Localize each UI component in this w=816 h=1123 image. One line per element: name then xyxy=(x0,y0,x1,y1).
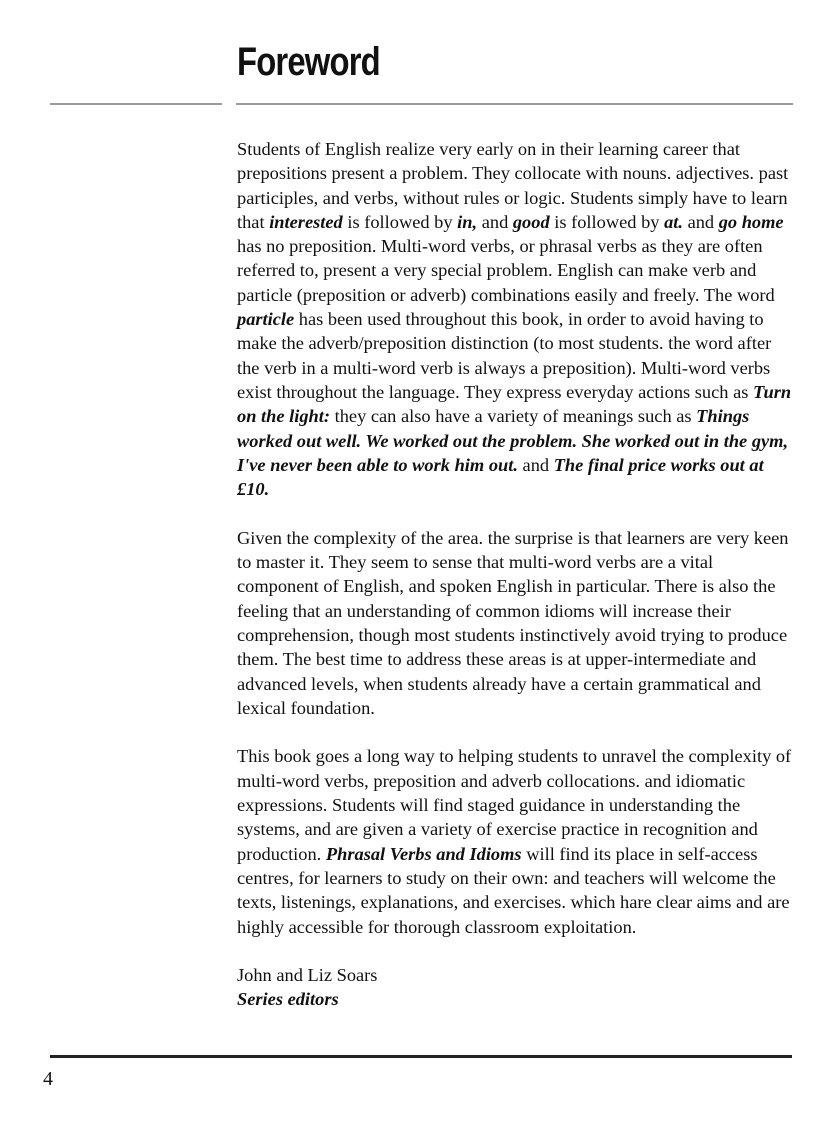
emphasis-text: Things worked out well. We worked out the problem. She worked out in the gym, I've never been able to work him out. xyxy=(237,406,789,475)
body-text-run: and xyxy=(682,211,719,232)
page-title: Foreword xyxy=(237,40,380,84)
body-text-run: Given the complexity of the area. the surprise is that learners are very keen to master it. They seem to sense that multi-word verbs are a vital component of English, and spoken English in particular. There is also the feeling that an understanding of common idioms will increase their comprehension, though most students instinctively avoid trying to produce them. The best time to address these areas is at upper-intermediate and advanced levels, when students already have a certain grammatical and lexical foundation. xyxy=(237,527,789,718)
emphasis-text: at. xyxy=(664,211,683,232)
body-text-run: is followed by xyxy=(342,211,458,232)
emphasis-text: Turn on the light: xyxy=(237,381,792,427)
emphasis-text: particle xyxy=(237,309,295,330)
header-rule-left xyxy=(50,103,222,105)
body-text-run: and xyxy=(517,454,554,475)
body-text-run: has no preposition. Multi-word verbs, or phrasal verbs as they are often referred to, present a very special problem. English can make verb and particle (preposition or adverb) combinations easily and freely. The word xyxy=(237,236,775,305)
body-text-run: has been used throughout this book, in order to avoid having to make the adverb/preposition distinction (to most students. the word after the verb in a multi-word verb is always a preposition). Multi-word verbs exist throughout the language. They express everyday actions such as xyxy=(237,309,772,402)
body-text-run: they can also have a variety of meanings such as xyxy=(330,406,697,427)
emphasis-text: interested xyxy=(269,211,343,232)
header-rule-right xyxy=(236,103,793,105)
emphasis-text: good xyxy=(512,211,550,232)
emphasis-text: The final price works out at £10. xyxy=(237,454,764,500)
paragraph-3 xyxy=(237,744,797,938)
paragraph-1 xyxy=(237,137,797,501)
signature-names: John and Liz Soars xyxy=(237,965,378,986)
body-text-run: This book goes a long way to helping students to unravel the complexity of multi-word verbs, preposition and adverb collocations. and idiomatic expressions. Students will find staged guidance in understanding the systems, and are given a variety of exercise practice in recognition and production. xyxy=(237,746,792,864)
emphasis-text: go home xyxy=(718,211,784,232)
signature xyxy=(237,963,797,1012)
emphasis-text: Phrasal Verbs and Idioms xyxy=(325,843,522,864)
body-text-run: will find its place in self-access centres, for learners to study on their own: and teachers will welcome the texts, listenings, explanations, and exercises. which hare clear aims and are highly accessible for thorough classroom exploitation. xyxy=(237,843,790,937)
page-number: 4 xyxy=(43,1068,53,1090)
body-text-run: Students of English realize very early on in their learning career that prepositions present a problem. They collocate with nouns. adjectives. past participles, and verbs, without rules or logic. Students simply have to learn that xyxy=(237,139,789,232)
signature-role: Series editors xyxy=(237,989,339,1010)
body-text-run: and xyxy=(477,211,513,232)
foreword-body xyxy=(237,137,797,1012)
footer-rule xyxy=(50,1055,792,1058)
body-text-run: is followed by xyxy=(549,211,665,232)
emphasis-text: in, xyxy=(457,211,478,232)
paragraph-2 xyxy=(237,526,797,720)
